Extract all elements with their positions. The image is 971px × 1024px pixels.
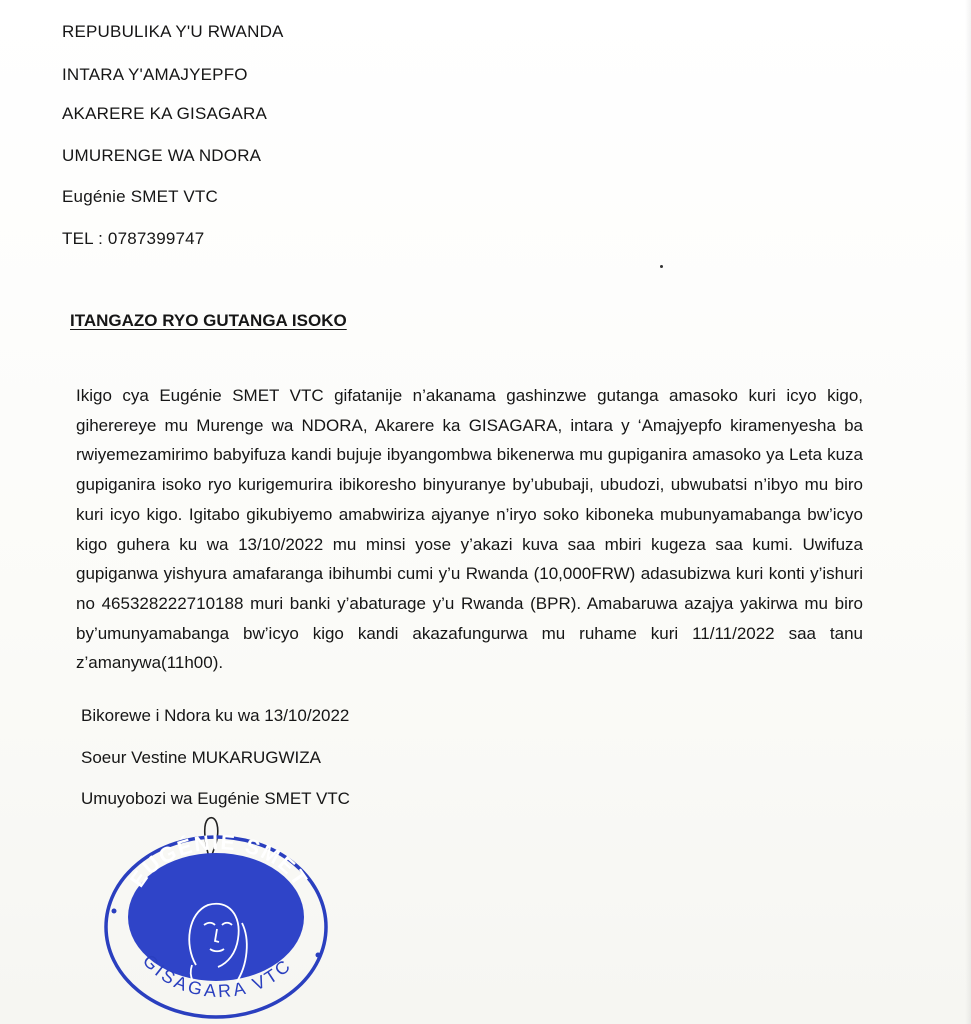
header-institution: Eugénie SMET VTC xyxy=(62,187,218,206)
svg-text:GISAGARA VTC: GISAGARA VTC xyxy=(138,950,296,1002)
header-province: INTARA Y'AMAJYEPFO xyxy=(62,65,248,84)
official-stamp xyxy=(96,815,336,1024)
closing-role: Umuyobozi wa Eugénie SMET VTC xyxy=(81,789,350,808)
closing-signatory: Soeur Vestine MUKARUGWIZA xyxy=(81,748,321,767)
header-phone: TEL : 0787399747 xyxy=(62,229,205,248)
header-republic: REPUBULIKA Y'U RWANDA xyxy=(62,22,284,41)
header-district: AKARERE KA GISAGARA xyxy=(62,104,268,123)
closing-place-date: Bikorewe i Ndora ku wa 13/10/2022 xyxy=(81,706,350,725)
header-sector: UMURENGE WA NDORA xyxy=(62,146,262,165)
page-edge-shadow xyxy=(965,0,971,1024)
speck-mark xyxy=(660,265,663,268)
notice-title: ITANGAZO RYO GUTANGA ISOKO xyxy=(70,311,347,330)
svg-text:EUGÉNIE SMET: EUGÉNIE SMET xyxy=(125,831,313,892)
notice-body: Ikigo cya Eugénie SMET VTC gifatanije n’akanama gashinzwe gutanga amasoko kuri icyo kigo, giherereye mu Murenge wa NDORA, Akarere ka GISAGARA, intara y ‘Amajyepfo kiramenyesha ba rwiyemezamirimo babyifuza kandi bujuje ibyangombwa bikenerwa mu gupiganira amasoko ya Leta kuza gupiganira isoko ryo kurigemurira ibikoresho binyuranye by’ububaji, ubudozi, ubwubatsi n’ibyo mu biro kuri icyo kigo. Igitabo gikubiyemo amabwiriza ajyanye n’iryo soko kiboneka mubunyamabanga bw’icyo kigo guhera ku wa 13/10/2022 mu minsi yose y’akazi kuva saa mbiri kugeza saa kumi. Uwifuza gupiganwa yishyura amafaranga ibihumbi cumi y’u Rwanda (10,000FRW) adasubizwa kuri konti y’ishuri no 465328222710188 muri banki y’abaturage y’u Rwanda (BPR). Amabaruwa azajya yakirwa mu biro by’umunyamabanga bw’icyo kigo kandi akazafungurwa mu ruhame kuri 11/11/2022 saa tanu z’amanywa(11h00). xyxy=(76,386,863,673)
